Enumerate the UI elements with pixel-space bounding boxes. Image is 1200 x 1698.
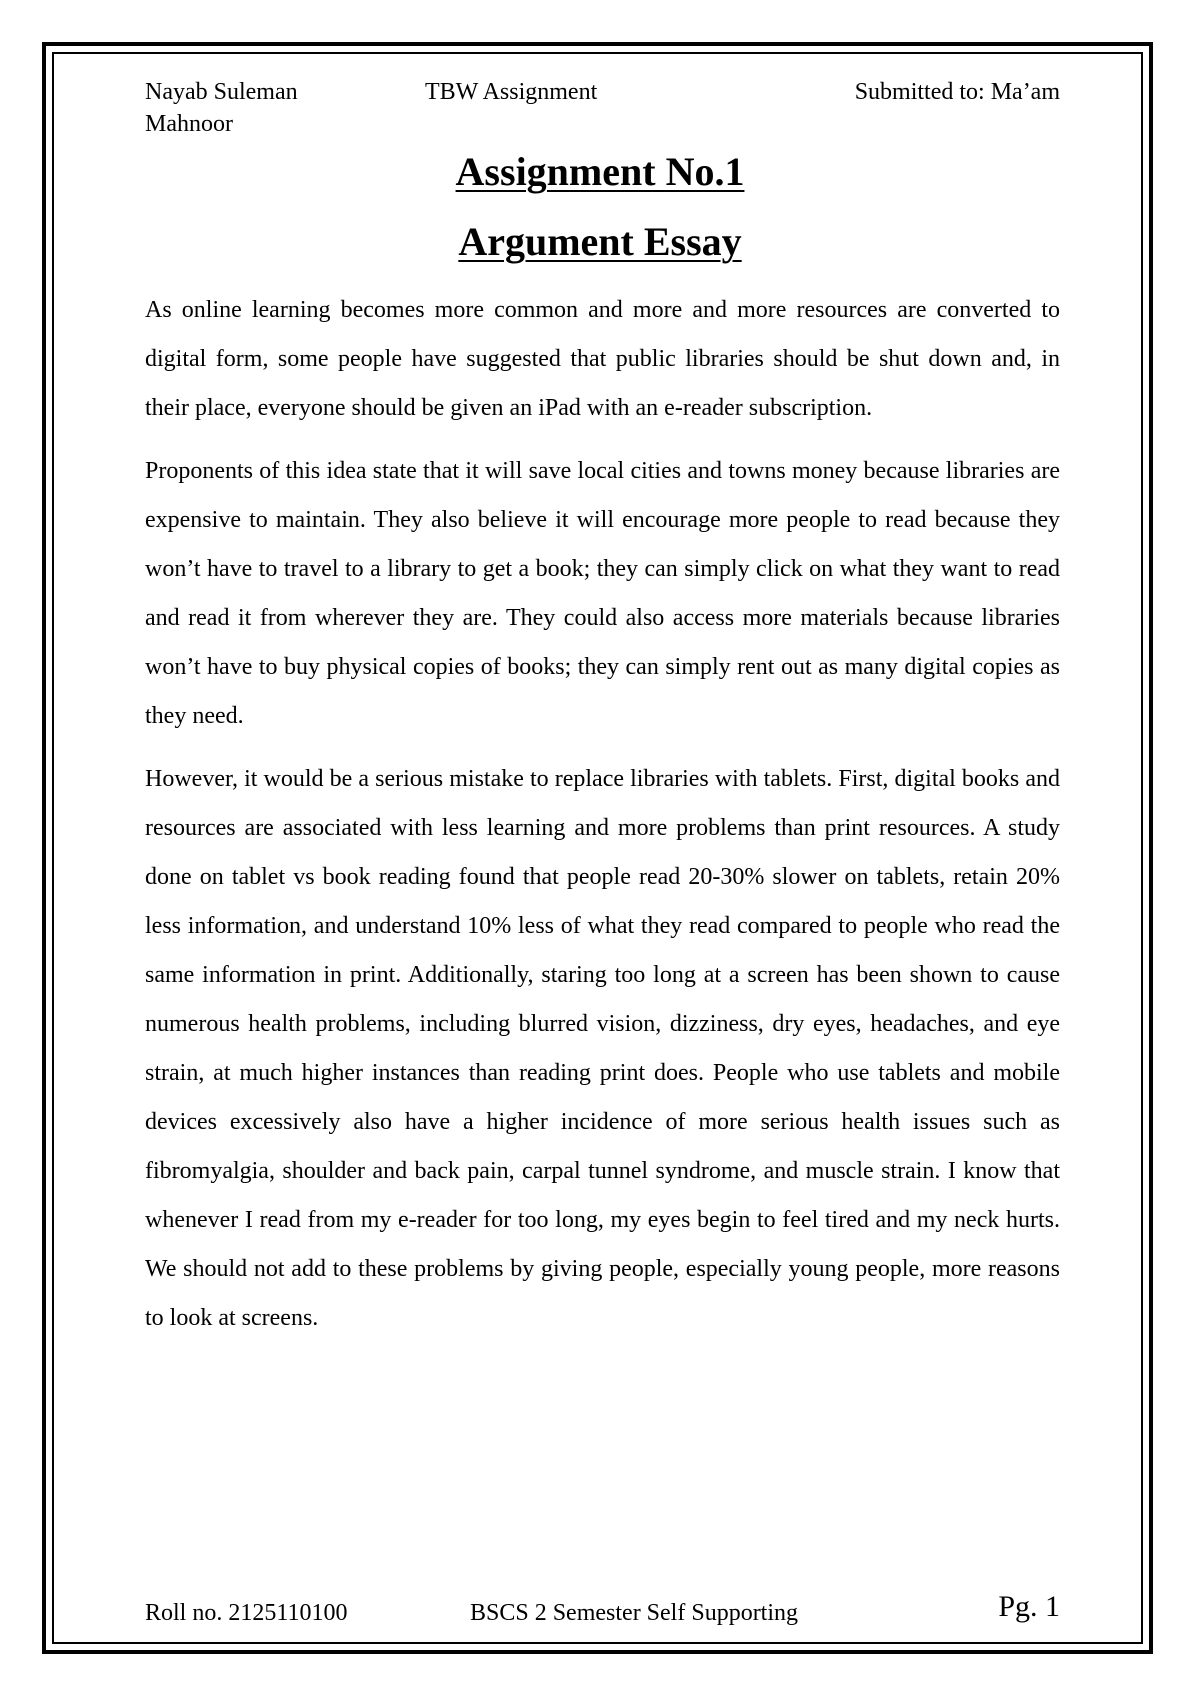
page-number: Pg. 1 (998, 1590, 1060, 1623)
author-name-line2: Mahnoor (145, 111, 233, 137)
assignment-title: Assignment No.1 (455, 149, 745, 194)
submitted-to: Submitted to: Ma’am (854, 79, 1060, 105)
program-name: BSCS 2 Semester Self Supporting (470, 1600, 799, 1626)
essay-paragraph: Proponents of this idea state that it will save local cities and towns money because libraries are expensive to maintain. They also believe it will encourage more people to read because they won’t have to travel to a library to get a book; they can simply click on what they want to read and read it from wherever they are. They could also access more materials because libraries won’t have to buy physical copies of books; they can simply rent out as many digital copies as they need. (145, 458, 1060, 729)
essay-type-title: Argument Essay (458, 219, 742, 264)
author-name-line1: Nayab Suleman (145, 79, 298, 105)
course-name: TBW Assignment (425, 79, 598, 105)
essay-paragraph: As online learning becomes more common and more and more resources are converted to digital form, some people have suggested that public libraries should be shut down and, in their place, everyone should be given an iPad with an e-reader subscription. (145, 297, 1060, 421)
roll-number: Roll no. 2125110100 (145, 1600, 348, 1626)
essay-paragraph: However, it would be a serious mistake to replace libraries with tablets. First, digital books and resources are associated with less learning and more problems than print resources. A study done on tablet vs book reading found that people read 20-30% slower on tablets, retain 20% less information, and understand 10% less of what they read compared to people who read the same information in print. Additionally, staring too long at a screen has been shown to cause numerous health problems, including blurred vision, dizziness, dry eyes, headaches, and eye strain, at much higher instances than reading print does. People who use tablets and mobile devices excessively also have a higher incidence of more serious health issues such as fibromyalgia, shoulder and back pain, carpal tunnel syndrome, and muscle strain. I know that whenever I read from my e-reader for too long, my eyes begin to feel tired and my neck hurts. We should not add to these problems by giving people, especially young people, more reasons to look at screens. (145, 766, 1060, 1331)
author-block (145, 76, 405, 140)
essay-body (145, 286, 1060, 1357)
